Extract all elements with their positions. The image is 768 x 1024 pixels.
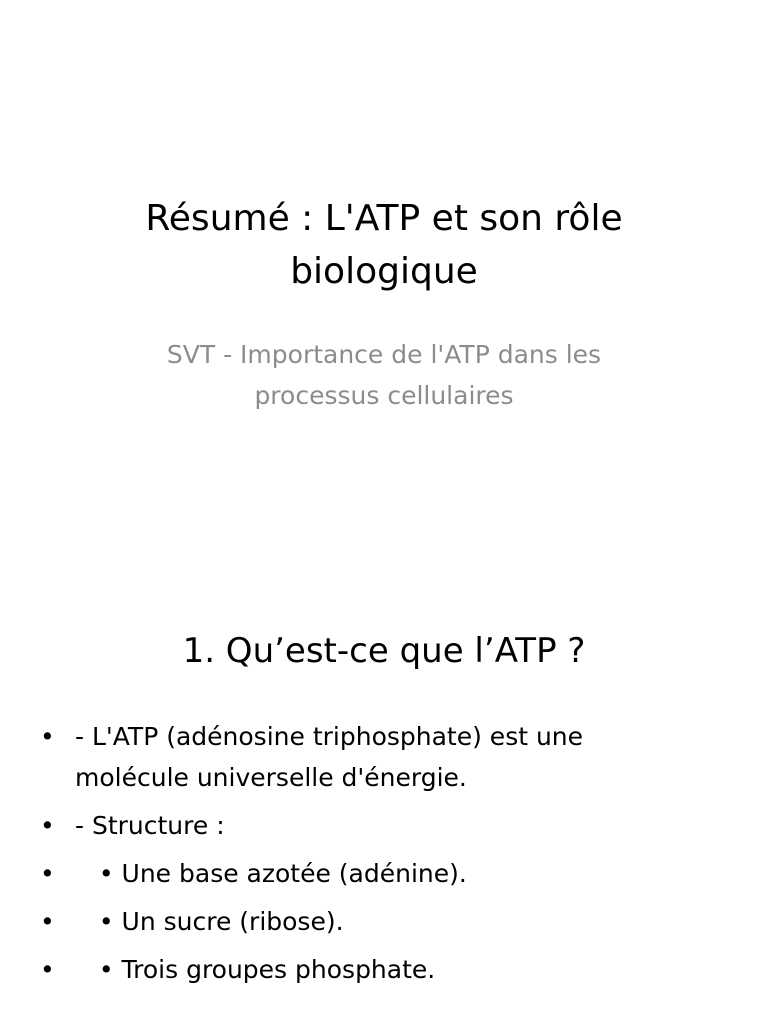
slide-title: Résumé : L'ATP et son rôle biologique bbox=[145, 198, 623, 292]
bullet-marker: • bbox=[40, 955, 55, 984]
list-item bbox=[40, 805, 690, 846]
list-item-text: • Une base azotée (adénine). bbox=[75, 859, 467, 888]
list-item-text: • Trois groupes phosphate. bbox=[75, 955, 436, 984]
list-item-text: - Structure : bbox=[75, 811, 225, 840]
content-slide bbox=[0, 576, 768, 1024]
list-item-text: • Un sucre (ribose). bbox=[75, 907, 344, 936]
list-item bbox=[40, 949, 690, 990]
bullet-list bbox=[40, 716, 690, 997]
section-heading: 1. Qu’est-ce que l’ATP ? bbox=[182, 631, 586, 671]
bullet-marker: • bbox=[40, 907, 55, 936]
bullet-marker: • bbox=[40, 811, 55, 840]
bullet-marker: • bbox=[40, 722, 55, 751]
list-item bbox=[40, 716, 690, 798]
list-item bbox=[40, 901, 690, 942]
list-item-text: - L'ATP (adénosine triphosphate) est une molécule universelle d'énergie. bbox=[75, 722, 584, 792]
bullet-marker: • bbox=[40, 859, 55, 888]
slide-subtitle: SVT - Importance de l'ATP dans les processus cellulaires bbox=[166, 340, 602, 410]
list-item bbox=[40, 853, 690, 894]
